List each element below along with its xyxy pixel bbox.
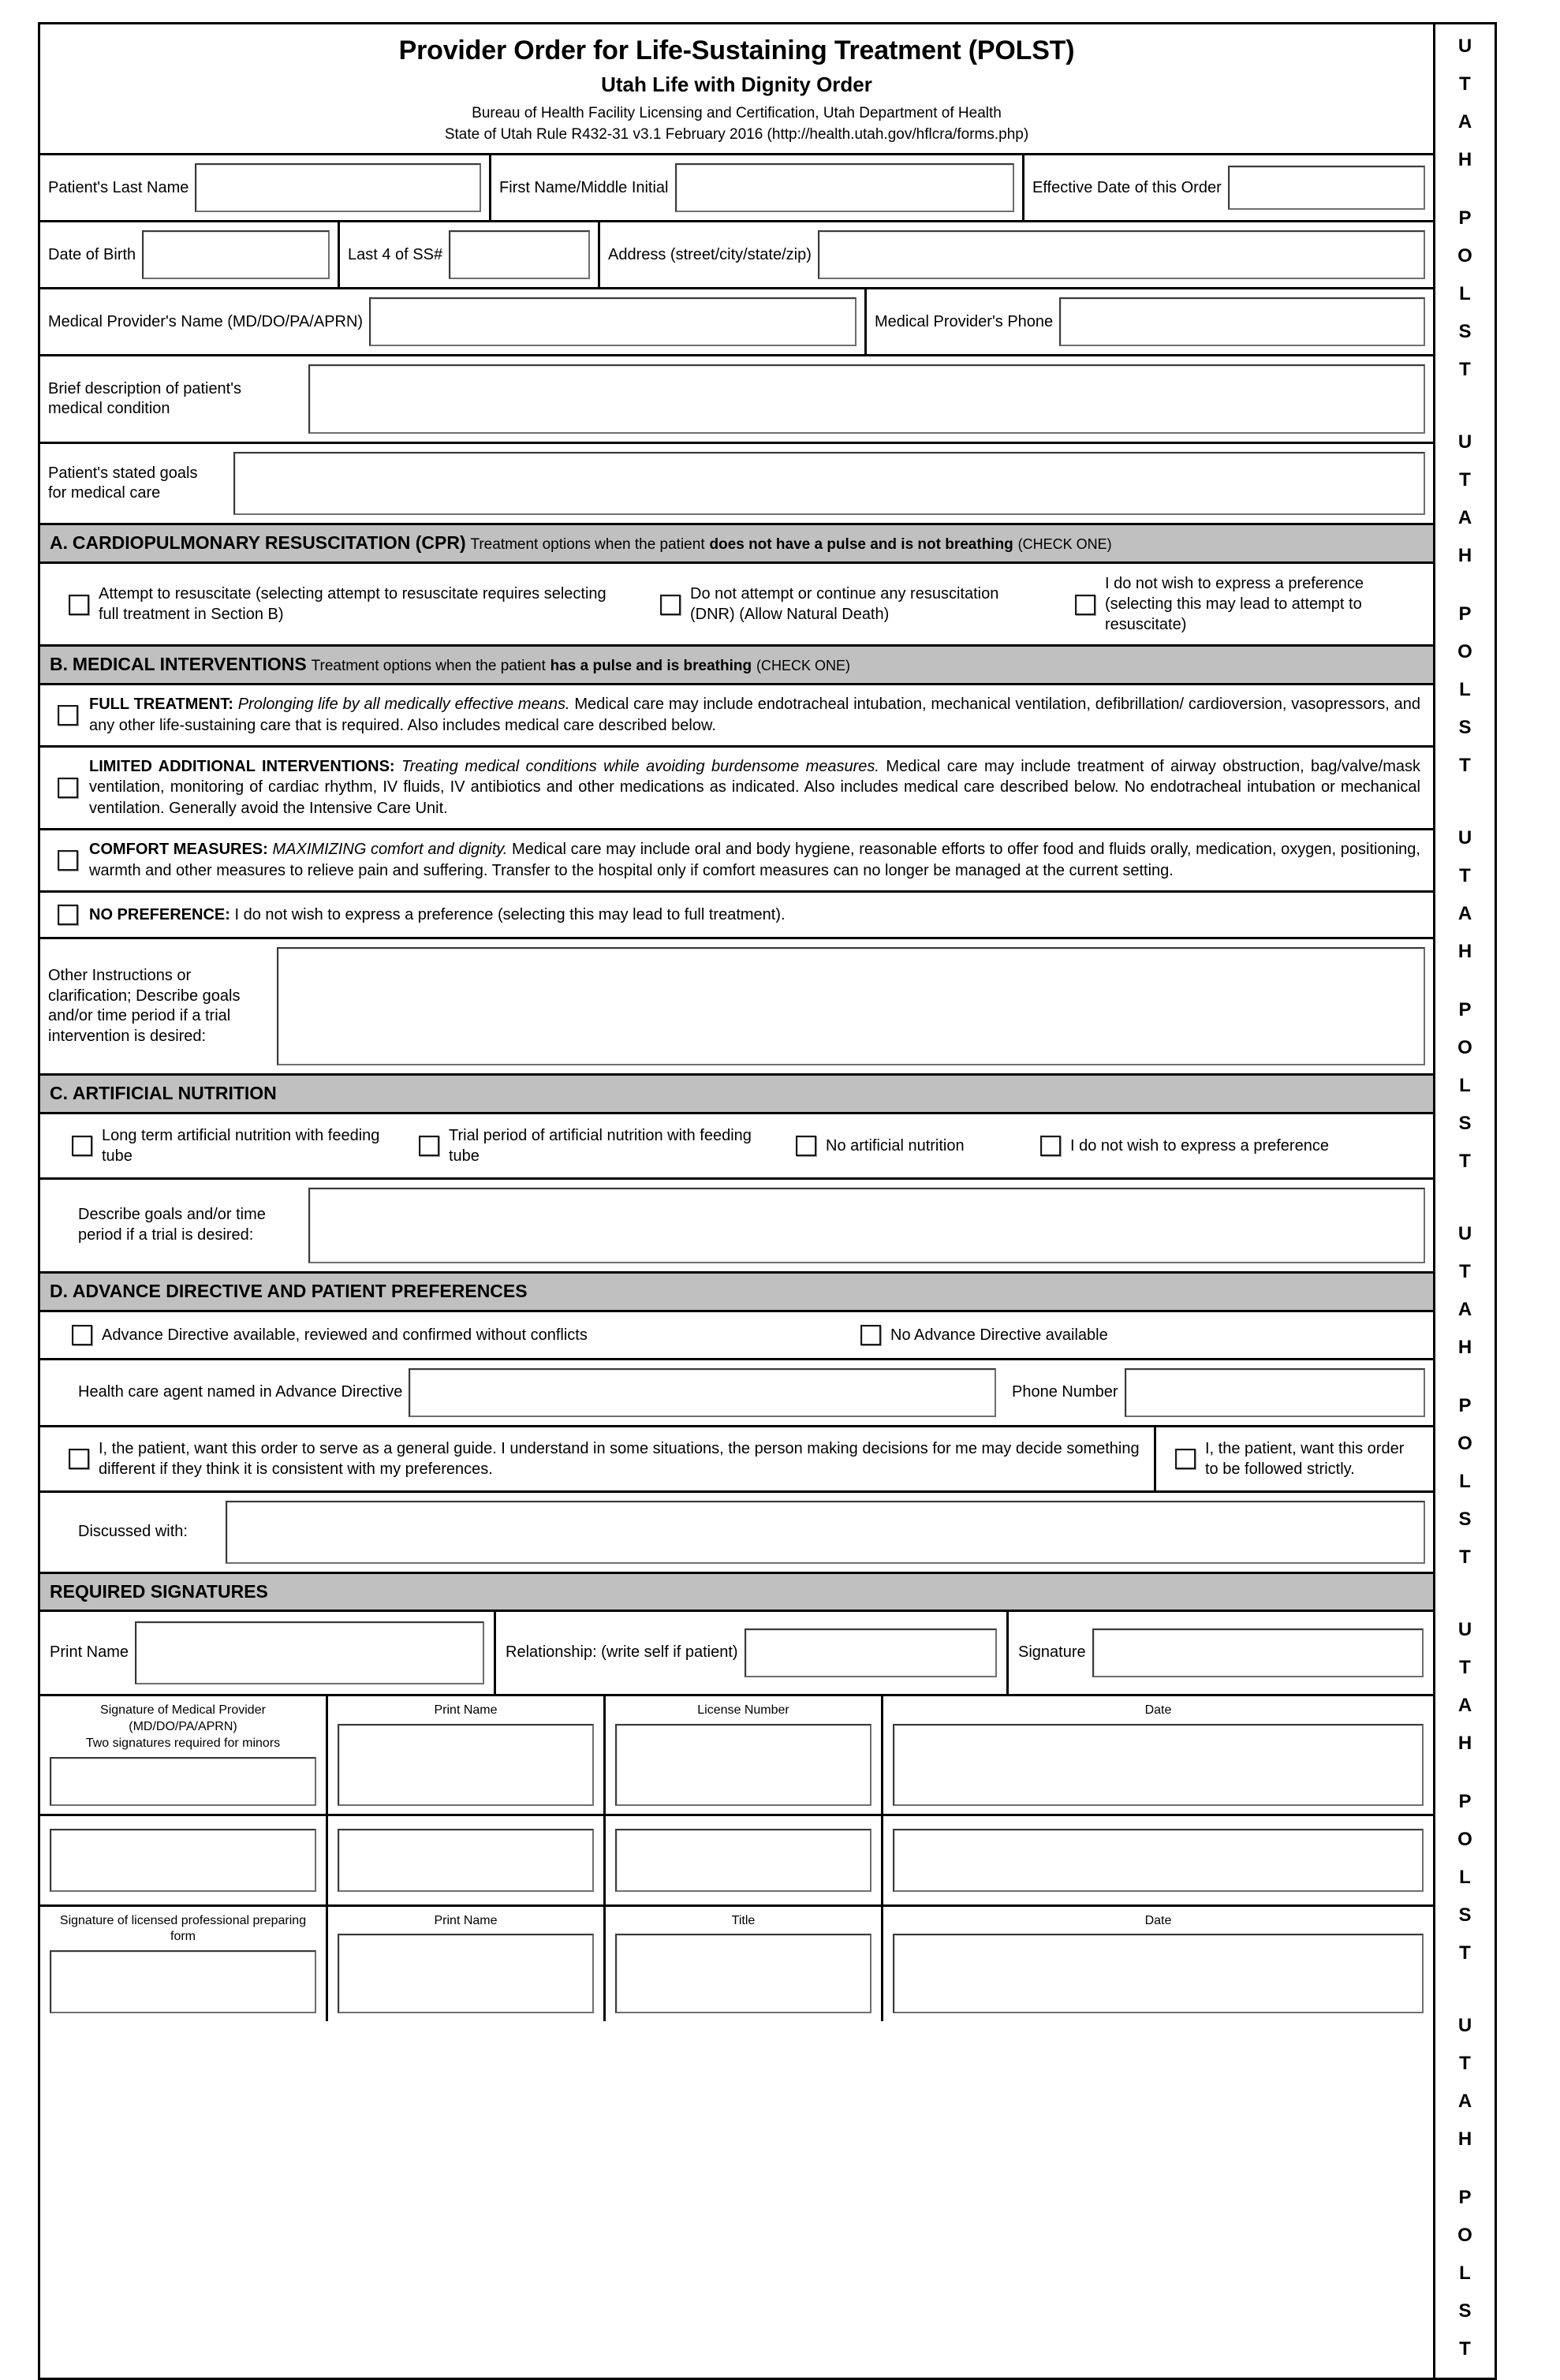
provider2-signature-input[interactable] (50, 1829, 316, 1892)
intervention-option-limited[interactable] (40, 748, 1433, 830)
preparer-signature-header: Signature of licensed professional preparing form (59, 1913, 307, 1944)
preparer-print-name-header: Print Name (434, 1913, 498, 1927)
discussed-with-label: Discussed with: (78, 1522, 188, 1540)
provider2-date-input[interactable] (893, 1829, 1424, 1892)
preference-strict-label: I, the patient, want this order to be followed strictly. (1205, 1439, 1405, 1478)
other-instructions-row (40, 939, 1433, 1076)
checkbox-icon[interactable] (1040, 1136, 1061, 1156)
checkbox-icon[interactable] (796, 1136, 816, 1156)
agent-phone-label: Phone Number (1012, 1382, 1118, 1401)
first-name-label: First Name/Middle Initial (499, 178, 669, 196)
sidebar-letter: A (1457, 507, 1472, 528)
signatures-title: REQUIRED SIGNATURES (50, 1580, 268, 1602)
section-d-title: ADVANCE DIRECTIVE AND PATIENT PREFERENCES (72, 1281, 528, 1302)
intervention-option-comfort[interactable] (40, 830, 1433, 893)
cpr-option-attempt[interactable] (40, 573, 632, 635)
provider-license-input[interactable] (615, 1724, 871, 1806)
preference-strict[interactable] (1156, 1427, 1433, 1490)
comfort-measures-italic: MAXIMIZING comfort and dignity. (272, 841, 508, 859)
sidebar-letter: S (1458, 1904, 1472, 1926)
no-preference-rest: I do not wish to express a preference (selecting this may lead to full treatment). (230, 905, 786, 923)
preparer-title-cell (606, 1907, 883, 2022)
dob-input[interactable] (142, 230, 330, 279)
preparer-print-name-cell (328, 1907, 606, 2022)
provider-signature-second-row (40, 1816, 1433, 1907)
print-name-cell (40, 1612, 496, 1694)
section-c-options (40, 1114, 1433, 1180)
sidebar-letter: S (1458, 1509, 1472, 1530)
sidebar-letter: T (1459, 865, 1471, 886)
effective-date-cell (1024, 155, 1433, 220)
provider2-date-cell (883, 1816, 1433, 1904)
limited-interventions-rest: Medical care may include treatment of airway obstruction, bag/valve/mask ventilation, monitoring of cardiac rhythm, IV fluids, IV antibiotics and other medications as indicated. Also includes medical care described below. No endotracheal intubation or mechanical ventilation. Generally avoid the Intensive Care Unit. (89, 757, 1421, 818)
directive-option-none[interactable] (860, 1325, 1433, 1345)
sidebar-letter: P (1458, 1791, 1472, 1812)
section-b-check-one: (CHECK ONE) (756, 658, 850, 674)
health-agent-row (40, 1360, 1433, 1427)
section-c-header (40, 1076, 1433, 1114)
provider-row (40, 289, 1433, 356)
checkbox-icon[interactable] (69, 1449, 89, 1469)
last-name-cell (40, 155, 491, 220)
sidebar-letter: S (1458, 321, 1472, 342)
provider-phone-cell (867, 289, 1433, 354)
checkbox-icon[interactable] (72, 1325, 92, 1345)
nutrition-describe-label-cell (40, 1180, 308, 1271)
comfort-measures-text (89, 839, 1420, 882)
cpr-option-dnr-label: Do not attempt or continue any resuscitation (DNR) (Allow Natural Death) (690, 585, 999, 624)
section-b-note-pre: Treatment options when the patient (311, 658, 546, 675)
dob-cell (40, 222, 340, 287)
provider-print-name-input[interactable] (338, 1724, 594, 1806)
nutrition-describe-field-cell (308, 1180, 1433, 1271)
patient-name-row (40, 155, 1433, 222)
cpr-option-dnr[interactable] (632, 573, 1058, 635)
document-header (40, 24, 1433, 155)
comfort-measures-name: COMFORT MEASURES: (89, 841, 268, 859)
full-treatment-text (89, 694, 1420, 737)
section-b-header (40, 647, 1433, 685)
sidebar-letter: T (1459, 755, 1471, 776)
sidebar-letter: T (1459, 469, 1471, 491)
directive-option-none-label: No Advance Directive available (890, 1326, 1108, 1344)
goals-label-cell (40, 444, 233, 523)
checkbox-icon[interactable] (58, 705, 78, 726)
sidebar-letter: O (1457, 1037, 1472, 1058)
nutrition-option-no-preference-label: I do not wish to express a preference (1070, 1137, 1329, 1155)
sidebar-letter: U (1457, 1223, 1472, 1244)
signature-label: Signature (1018, 1643, 1086, 1662)
agent-phone-input[interactable] (1125, 1368, 1425, 1417)
sidebar-letter: A (1457, 1695, 1472, 1716)
provider2-print-name-cell (328, 1816, 606, 1904)
sidebar-letter: T (1459, 359, 1471, 380)
effective-date-label: Effective Date of this Order (1032, 178, 1222, 196)
sidebar-letter: H (1457, 941, 1472, 962)
health-agent-cell (40, 1360, 1004, 1425)
sidebar-letter: L (1459, 283, 1471, 304)
ssn-label: Last 4 of SS# (348, 245, 443, 263)
provider2-license-input[interactable] (615, 1829, 871, 1892)
provider-print-name-cell (328, 1696, 606, 1813)
section-a-header (40, 525, 1433, 564)
nutrition-option-no-preference[interactable] (1032, 1136, 1425, 1156)
section-c-title: ARTIFICIAL NUTRITION (72, 1083, 277, 1104)
nutrition-option-none-label: No artificial nutrition (826, 1137, 965, 1155)
full-treatment-name: FULL TREATMENT: (89, 696, 233, 714)
nutrition-describe-input[interactable] (308, 1188, 1425, 1263)
discussed-with-row (40, 1493, 1433, 1574)
preparer-signature-input[interactable] (50, 1950, 316, 2013)
section-d-header (40, 1274, 1433, 1312)
condition-row (40, 356, 1433, 444)
signature-cell (1009, 1612, 1433, 1694)
sidebar-letter: A (1457, 111, 1472, 132)
dob-address-row (40, 222, 1433, 289)
section-a-title: CARDIOPULMONARY RESUSCITATION (CPR) (72, 532, 466, 554)
sidebar-letter: S (1458, 1113, 1472, 1134)
provider-signature-cell (40, 1696, 328, 1813)
discussed-with-label-cell (40, 1493, 226, 1572)
sidebar-letter: O (1457, 1829, 1472, 1850)
sidebar-letter: P (1458, 999, 1472, 1020)
checkbox-icon[interactable] (1175, 1449, 1196, 1469)
nutrition-option-trial-label: Trial period of artificial nutrition with feeding tube (449, 1127, 752, 1166)
nutrition-option-none[interactable] (774, 1136, 1032, 1156)
sidebar-letter: P (1458, 207, 1472, 229)
vertical-utah-polst-sidebar (1433, 24, 1495, 2378)
other-instructions-field-cell (277, 939, 1433, 1073)
dob-label: Date of Birth (48, 245, 136, 263)
provider-date-header: Date (1144, 1703, 1172, 1718)
print-name-label: Print Name (50, 1643, 129, 1662)
sidebar-letter: T (1459, 1546, 1471, 1568)
form-container (38, 22, 1497, 2380)
provider-date-cell (883, 1696, 1433, 1813)
agent-phone-cell (1004, 1360, 1433, 1425)
full-treatment-italic: Prolonging life by all medically effective means. (237, 696, 570, 714)
sidebar-letter: L (1459, 1471, 1471, 1492)
provider-name-input[interactable] (369, 297, 857, 346)
form-body (40, 24, 1433, 2378)
cpr-option-no-preference[interactable] (1058, 573, 1433, 635)
provider-phone-label: Medical Provider's Phone (875, 312, 1054, 330)
intervention-option-no-preference[interactable] (40, 893, 1433, 940)
patient-preference-row (40, 1427, 1433, 1493)
sidebar-letter: U (1457, 431, 1472, 453)
no-preference-name: NO PREFERENCE: (89, 905, 230, 923)
sidebar-letter: A (1457, 903, 1472, 924)
provider-signature-header (50, 1703, 316, 1751)
provider-name-cell (40, 289, 867, 354)
sidebar-letter: U (1457, 1619, 1472, 1640)
sidebar-letter: T (1459, 2053, 1471, 2074)
sidebar-letter: U (1457, 35, 1472, 57)
sidebar-letter: T (1459, 1151, 1471, 1172)
provider2-signature-cell (40, 1816, 328, 1904)
address-input[interactable] (818, 230, 1425, 279)
provider-phone-input[interactable] (1059, 297, 1425, 346)
sidebar-letter: T (1459, 1942, 1471, 1964)
sidebar-letter: H (1457, 1733, 1472, 1754)
last-name-label: Patient's Last Name (48, 178, 189, 196)
provider-signature-input[interactable] (50, 1757, 316, 1806)
goals-label: Patient's stated goals for medical care (48, 464, 198, 502)
first-name-input[interactable] (675, 163, 1014, 212)
full-treatment-rest: Medical care may include endotracheal intubation, mechanical ventilation, defibrillation/ cardioversion, vasopressors, and any other life-sustaining care that is required. Also includes medical care described below. (89, 696, 1420, 734)
preparer-print-name-input[interactable] (338, 1934, 594, 2013)
sidebar-letter: L (1459, 1075, 1471, 1096)
sidebar-letter: U (1457, 2015, 1472, 2036)
sidebar-letter: P (1458, 1395, 1472, 1416)
sidebar-letter: P (1458, 2187, 1472, 2208)
section-b-title: MEDICAL INTERVENTIONS (72, 654, 307, 675)
preparer-date-header: Date (1144, 1913, 1172, 1927)
first-name-cell (491, 155, 1024, 220)
address-label: Address (street/city/state/zip) (608, 245, 812, 263)
sidebar-letter: S (1458, 2300, 1472, 2322)
nutrition-describe-row (40, 1180, 1433, 1274)
sidebar-letter: T (1459, 1261, 1471, 1282)
provider-license-header: License Number (697, 1703, 789, 1718)
page-subtitle: Utah Life with Dignity Order (601, 73, 872, 97)
directive-option-available[interactable] (40, 1325, 860, 1345)
provider-license-cell (606, 1696, 883, 1813)
nutrition-option-trial[interactable] (403, 1125, 774, 1166)
section-b-letter: B. (50, 654, 68, 675)
provider-signature-header-row (40, 1696, 1433, 1815)
last-name-input[interactable] (195, 163, 481, 212)
checkbox-icon[interactable] (58, 850, 78, 871)
preference-general-guide-label: I, the patient, want this order to serve as a general guide. I understand in some situations, the person making decisions for me may decide something different if they think it is consistent with my preferences. (99, 1439, 1140, 1478)
provider-date-input[interactable] (893, 1724, 1424, 1806)
intervention-option-full-treatment[interactable] (40, 685, 1433, 748)
provider-signature-header-line1: Signature of Medical Provider (MD/DO/PA/APRN) (100, 1703, 266, 1734)
sidebar-letter: T (1459, 73, 1471, 95)
preparer-title-header: Title (731, 1913, 756, 1927)
address-cell (600, 222, 1433, 287)
other-instructions-label-cell (40, 939, 277, 1073)
sidebar-letter: A (1457, 2091, 1472, 2112)
limited-interventions-text (89, 756, 1420, 819)
signatures-header (40, 1574, 1433, 1613)
sidebar-letter: H (1457, 149, 1472, 170)
section-a-check-one: (CHECK ONE) (1017, 536, 1112, 553)
provider2-print-name-input[interactable] (338, 1829, 594, 1892)
condition-label: Brief description of patient's medical condition (48, 379, 242, 418)
nutrition-option-long-term-label: Long term artificial nutrition with feeding tube (102, 1127, 380, 1166)
sidebar-letter: L (1459, 2262, 1471, 2284)
sidebar-letter: H (1457, 1337, 1472, 1358)
condition-input[interactable] (308, 364, 1425, 434)
patient-signature-row (40, 1612, 1433, 1696)
section-b-note-bold: has a pulse and is breathing (550, 658, 752, 675)
sidebar-letter: H (1457, 545, 1472, 566)
cpr-option-no-preference-label: I do not wish to express a preference (selecting this may lead to attempt to resuscitate) (1105, 575, 1364, 634)
sidebar-letter: S (1458, 717, 1472, 738)
preparer-date-input[interactable] (893, 1934, 1424, 2013)
nutrition-describe-label: Describe goals and/or time period if a trial is desired: (78, 1206, 266, 1244)
sidebar-letter: P (1458, 603, 1472, 625)
condition-field-cell (308, 356, 1433, 442)
sidebar-letter: L (1459, 679, 1471, 700)
limited-interventions-italic: Treating medical conditions while avoiding burdensome measures. (401, 757, 879, 775)
directive-option-available-label: Advance Directive available, reviewed and confirmed without conflicts (102, 1326, 588, 1344)
checkbox-icon[interactable] (1075, 595, 1095, 615)
section-a-note-pre: Treatment options when the patient (470, 536, 705, 554)
limited-interventions-name: LIMITED ADDITIONAL INTERVENTIONS: (89, 757, 395, 775)
checkbox-icon[interactable] (660, 595, 681, 615)
preparer-title-input[interactable] (615, 1934, 871, 2013)
section-d-options (40, 1312, 1433, 1360)
effective-date-input[interactable] (1228, 166, 1425, 210)
discussed-with-input[interactable] (226, 1501, 1425, 1564)
goals-row (40, 444, 1433, 525)
rule-line: State of Utah Rule R432-31 v3.1 February 2016 (http://health.utah.gov/hflcra/forms.php) (444, 125, 1029, 143)
provider-signature-header-line2: Two signatures required for minors (85, 1736, 281, 1750)
section-a-letter: A. (50, 532, 68, 554)
provider-print-name-header: Print Name (434, 1703, 498, 1718)
section-a-options (40, 564, 1433, 647)
section-d-letter: D. (50, 1281, 68, 1302)
nutrition-option-long-term[interactable] (40, 1125, 403, 1166)
checkbox-icon[interactable] (58, 905, 78, 925)
sidebar-letter: H (1457, 2128, 1472, 2150)
checkbox-icon[interactable] (860, 1325, 881, 1345)
sidebar-letter: O (1457, 1433, 1472, 1454)
checkbox-icon[interactable] (419, 1136, 439, 1156)
cpr-option-attempt-label: Attempt to resuscitate (selecting attempt to resuscitate requires selecting full treatment in Section B) (99, 585, 606, 624)
preparer-date-cell (883, 1907, 1433, 2022)
sidebar-letter: O (1457, 2225, 1472, 2246)
sidebar-letter: T (1459, 1657, 1471, 1678)
preference-general-guide[interactable] (40, 1427, 1156, 1490)
health-agent-input[interactable] (409, 1368, 996, 1417)
provider-name-label: Medical Provider's Name (MD/DO/PA/APRN) (48, 312, 364, 330)
other-instructions-input[interactable] (277, 947, 1425, 1065)
page-title: Provider Order for Life-Sustaining Treatment (POLST) (398, 35, 1075, 65)
sidebar-letter: A (1457, 1299, 1472, 1320)
print-name-input[interactable] (135, 1621, 484, 1684)
condition-label-cell (40, 356, 308, 442)
sidebar-letter: O (1457, 641, 1472, 662)
preparer-signature-cell (40, 1907, 328, 2022)
ssn-input[interactable] (449, 230, 590, 279)
checkbox-icon[interactable] (58, 778, 78, 798)
other-instructions-label: Other Instructions or clarification; Describe goals and/or time period if a trial intervention is desired: (48, 967, 241, 1046)
relationship-label: Relationship: (write self if patient) (506, 1643, 738, 1662)
no-preference-text (89, 905, 1420, 926)
ssn-cell (340, 222, 600, 287)
health-agent-label: Health care agent named in Advance Directive (78, 1382, 403, 1401)
goals-field-cell (233, 444, 1433, 523)
goals-input[interactable] (233, 452, 1425, 515)
sidebar-letter: U (1457, 827, 1472, 849)
sidebar-letter: L (1459, 1867, 1471, 1888)
section-c-letter: C. (50, 1083, 68, 1104)
agency-line: Bureau of Health Facility Licensing and Certification, Utah Department of Health (472, 104, 1002, 121)
relationship-input[interactable] (745, 1628, 997, 1677)
relationship-cell (496, 1612, 1009, 1694)
discussed-with-field-cell (226, 1493, 1433, 1572)
sidebar-letter: O (1457, 245, 1472, 267)
comfort-measures-rest: Medical care may include oral and body hygiene, reasonable efforts to offer food and fluids orally, medication, oxygen, positioning, warmth and other measures to relieve pain and suffering. Transfer to the hospital only if comfort measures can no longer be managed at the current setting. (89, 841, 1420, 879)
checkbox-icon[interactable] (72, 1136, 92, 1156)
section-a-note-bold: does not have a pulse and is not breathing (709, 536, 1013, 554)
preparer-signature-row (40, 1907, 1433, 2022)
sidebar-letter: T (1459, 2338, 1471, 2359)
checkbox-icon[interactable] (69, 595, 89, 615)
provider2-license-cell (606, 1816, 883, 1904)
signature-input[interactable] (1092, 1628, 1424, 1677)
